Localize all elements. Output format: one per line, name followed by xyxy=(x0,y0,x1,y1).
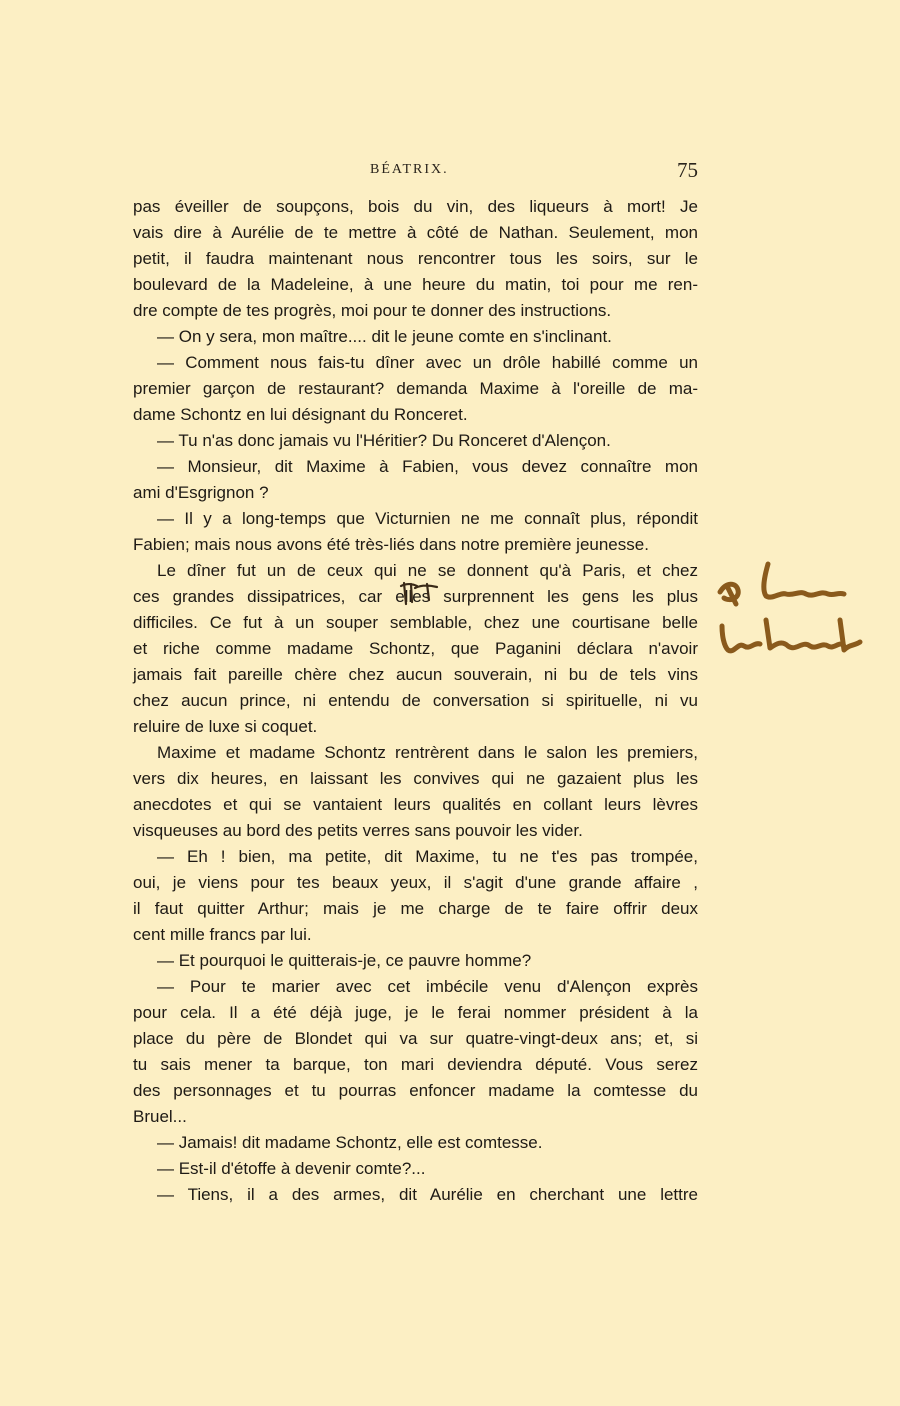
text-line: place du père de Blondet qui va sur quatre-vingt-deux ans; et, si xyxy=(133,1029,698,1048)
text-line: il faut quitter Arthur; mais je me charge de te faire offrir deux xyxy=(133,899,698,918)
text-line: — Et pourquoi le quitterais-je, ce pauvre homme? xyxy=(157,951,532,970)
text-line: vers dix heures, en laissant les convives qui ne gazaient plus les xyxy=(133,769,698,788)
text-line: cent mille francs par lui. xyxy=(133,925,312,944)
text-line: ami d'Esgrignon ? xyxy=(133,483,269,502)
running-title: BÉATRIX. xyxy=(370,162,449,177)
text-line: boulevard de la Madeleine, à une heure du matin, toi pour me ren- xyxy=(133,275,698,294)
text-line: Fabien; mais nous avons été très-liés dans notre première jeunesse. xyxy=(133,535,649,554)
text-line: — Jamais! dit madame Schontz, elle est comtesse. xyxy=(157,1133,543,1152)
text-line: des personnages et tu pourras enfoncer madame la comtesse du xyxy=(133,1081,698,1100)
text-line: — Tiens, il a des armes, dit Aurélie en cherchant une lettre xyxy=(157,1185,698,1204)
text-line: reluire de luxe si coquet. xyxy=(133,717,318,736)
text-line: tu sais mener ta barque, ton mari deviendra député. Vous serez xyxy=(133,1055,698,1074)
text-line: difficiles. Ce fut à un souper semblable, chez une courtisane belle xyxy=(133,613,698,632)
text-line: — Il y a long-temps que Victurnien ne me connaît plus, répondit xyxy=(157,509,698,528)
text-line: ces grandes dissipatrices, car elles surprennent les gens les plus xyxy=(133,587,698,606)
text-line: visqueuses au bord des petits verres sans pouvoir les vider. xyxy=(133,821,583,840)
text-line: dre compte de tes progrès, moi pour te donner des instructions. xyxy=(133,301,612,320)
margin-annotation xyxy=(716,560,876,670)
page-number: 75 xyxy=(677,158,698,182)
text-line: anecdotes et qui se vantaient leurs qualités en collant leurs lèvres xyxy=(133,795,698,814)
text-line: Maxime et madame Schontz rentrèrent dans le salon les premiers, xyxy=(157,743,698,762)
body-text xyxy=(133,194,698,1208)
text-line: — Comment nous fais-tu dîner avec un drôle habillé comme un xyxy=(157,353,698,372)
text-line: — Eh ! bien, ma petite, dit Maxime, tu ne t'es pas trompée, xyxy=(157,847,698,866)
text-line: premier garçon de restaurant? demanda Maxime à l'oreille de ma- xyxy=(133,379,698,398)
correction-mark xyxy=(397,580,441,608)
text-line: dame Schontz en lui désignant du Ronceret. xyxy=(133,405,468,424)
text-line: jamais fait pareille chère chez aucun souverain, ni bu de tels vins xyxy=(133,665,698,684)
text-line: — Est-il d'étoffe à devenir comte?... xyxy=(157,1159,426,1178)
text-line: — Monsieur, dit Maxime à Fabien, vous devez connaître mon xyxy=(157,457,698,476)
text-line: vais dire à Aurélie de te mettre à côté de Nathan. Seulement, mon xyxy=(133,223,698,242)
text-line: — Tu n'as donc jamais vu l'Héritier? Du Ronceret d'Alençon. xyxy=(157,431,611,450)
text-line: oui, je viens pour tes beaux yeux, il s'agit d'une grande affaire , xyxy=(133,873,698,892)
text-line: Bruel... xyxy=(133,1107,187,1126)
text-line: chez aucun prince, ni entendu de conversation si spirituelle, ni vu xyxy=(133,691,698,710)
text-line: et riche comme madame Schontz, que Paganini déclara n'avoir xyxy=(133,639,698,658)
text-line: Le dîner fut un de ceux qui ne se donnent qu'à Paris, et chez xyxy=(157,561,698,580)
page-header xyxy=(133,158,698,188)
text-line: — On y sera, mon maître.... dit le jeune comte en s'inclinant. xyxy=(157,327,612,346)
text-line: — Pour te marier avec cet imbécile venu d'Alençon exprès xyxy=(157,977,698,996)
text-line: pas éveiller de soupçons, bois du vin, des liqueurs à mort! Je xyxy=(133,197,698,216)
text-line: pour cela. Il a été déjà juge, je le ferai nommer président à la xyxy=(133,1003,698,1022)
text-line: petit, il faudra maintenant nous rencontrer tous les soirs, sur le xyxy=(133,249,698,268)
